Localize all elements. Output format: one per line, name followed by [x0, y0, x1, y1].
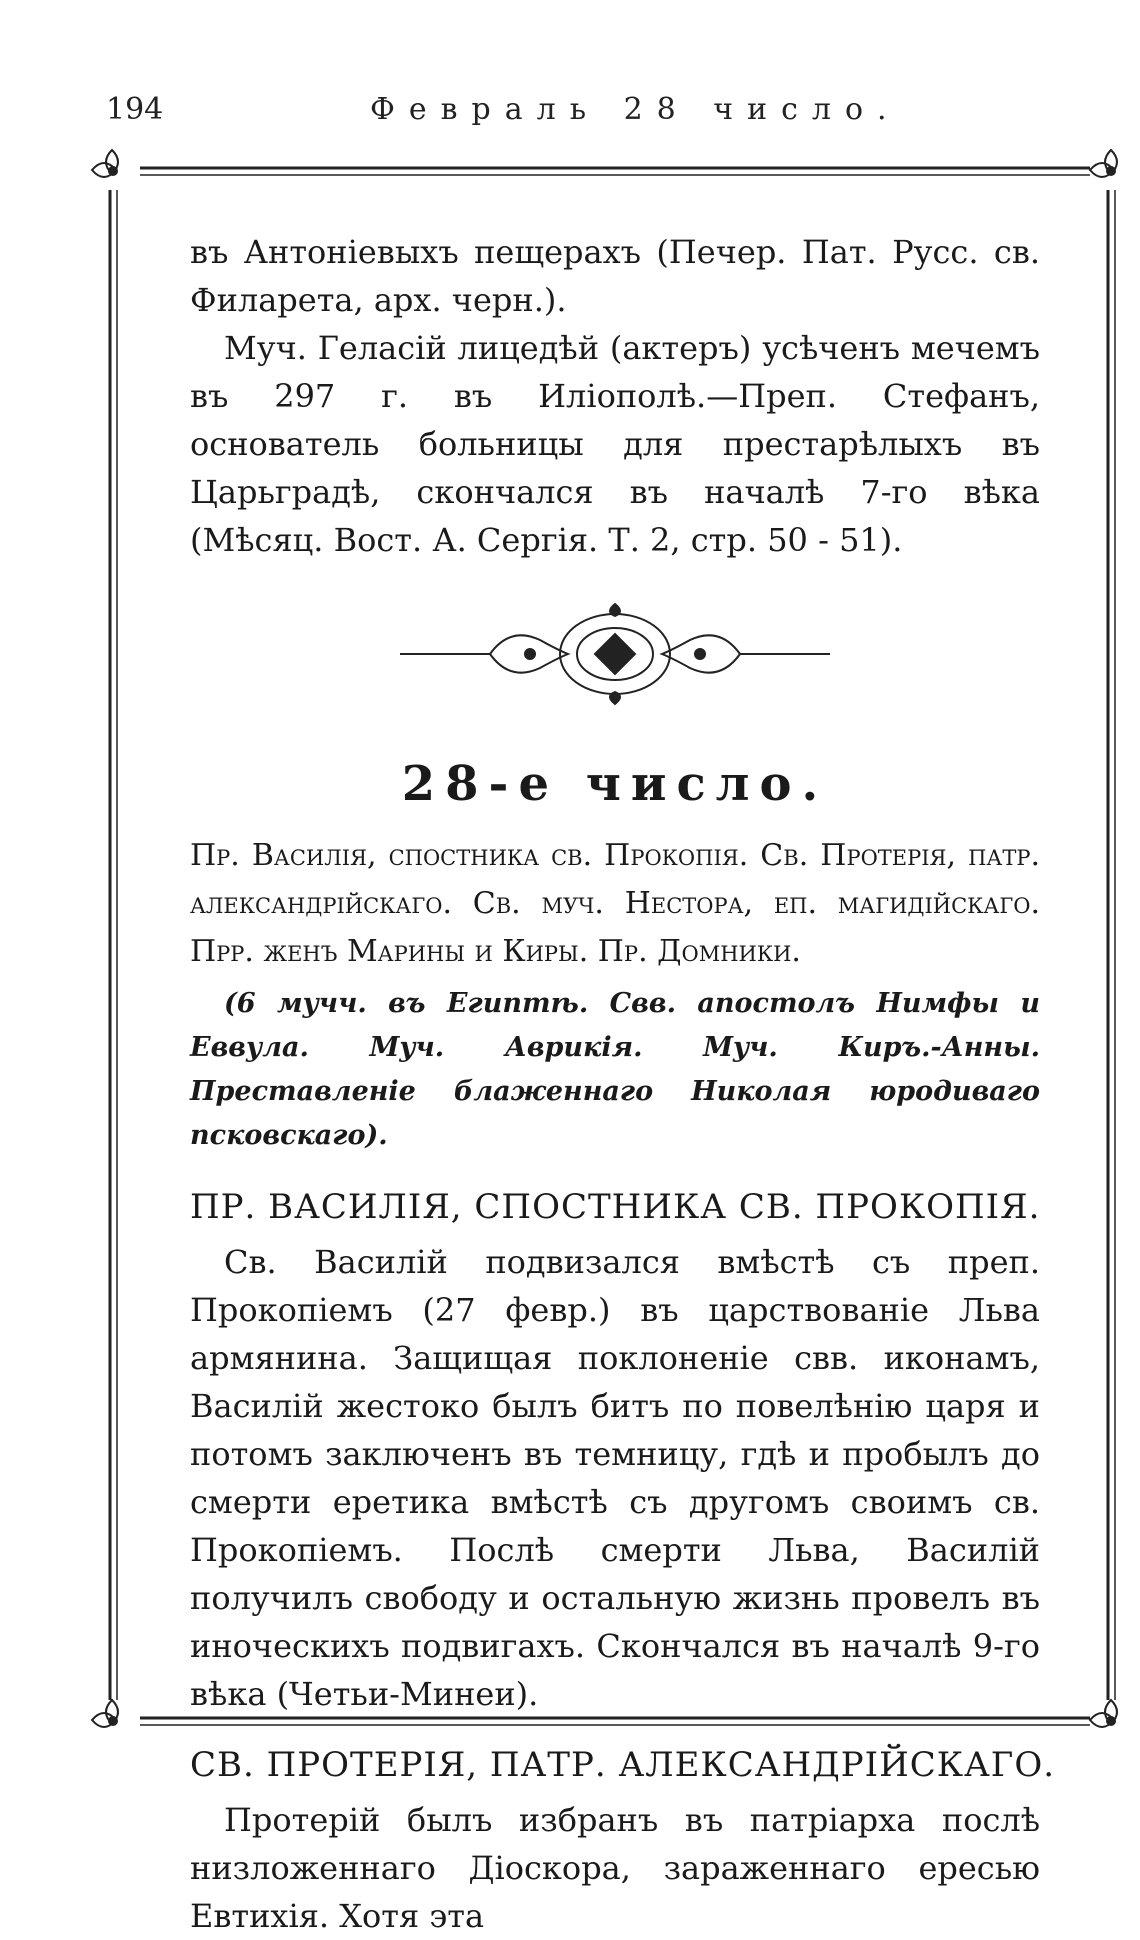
section-title: 28-е число.: [401, 756, 829, 812]
intro-paragraph: въ Антоніевыхъ пещерахъ (Печер. Пат. Русс. св. Филарета, арх. черн.).: [190, 233, 1040, 319]
article-heading: ПР. ВАСИЛІЯ, СПОСТНИКА СВ. ПРОКОПІЯ.: [190, 1187, 1041, 1227]
page-content: [190, 228, 1056, 1940]
decorative-vignette-icon: [190, 594, 1040, 714]
page-number: 194: [106, 92, 164, 127]
article-text: Св. Василій подвизался вмѣстѣ съ преп. Прокопіемъ (27 февр.) въ царствованіе Льва армянина. Защищая поклоненіе свв. иконамъ, Василій жестоко былъ битъ по повелѣнію царя и потомъ заключенъ въ темницу, гдѣ и пробылъ до смерти еретика вмѣстѣ съ другомъ своимъ св. Прокопіемъ. Послѣ смерти Льва, Василій получилъ свободу и остальную жизнь провелъ въ иноческихъ подвигахъ. Скончался въ началѣ 9-го вѣка (Четьи-Минеи).: [190, 1243, 1040, 1713]
intro-paragraph: Муч. Геласій лицедѣй (актеръ) усѣченъ мечемъ въ 297 г. въ Иліополѣ.—Преп. Стефанъ, основатель больницы для престарѣлыхъ въ Царьградѣ, скончался въ началѣ 7-го вѣка (Мѣсяц. Вост. А. Сергія. Т. 2, стр. 50 - 51).: [190, 329, 1040, 559]
commemorations-italic-note: (6 мучч. въ Египтѣ. Свв. апостолъ Нимфы и Еввула. Муч. Аврикія. Муч. Киръ.-Анны. Преставленіе блаженнаго Николая юродиваго псковскаго).: [190, 988, 1040, 1151]
article-heading: СВ. ПРОТЕРІЯ, ПАТР. АЛЕКСАНДРІЙСКАГО.: [190, 1745, 1056, 1785]
commemorations-list: Пр. Василія, спостника св. Прокопія. Св. Протерія, патр. александрійскаго. Св. муч. Нестора, еп. магидійскаго. Прр. женъ Марины и Киры. Пр. Домники.: [190, 838, 1040, 969]
running-title: Февраль 28 число.: [370, 92, 901, 127]
article-text: Протерій былъ избранъ въ патріарха послѣ низложеннаго Діоскора, зараженнаго ересью Евтихія. Хотя эта: [190, 1801, 1040, 1935]
page-header: [0, 92, 1140, 132]
